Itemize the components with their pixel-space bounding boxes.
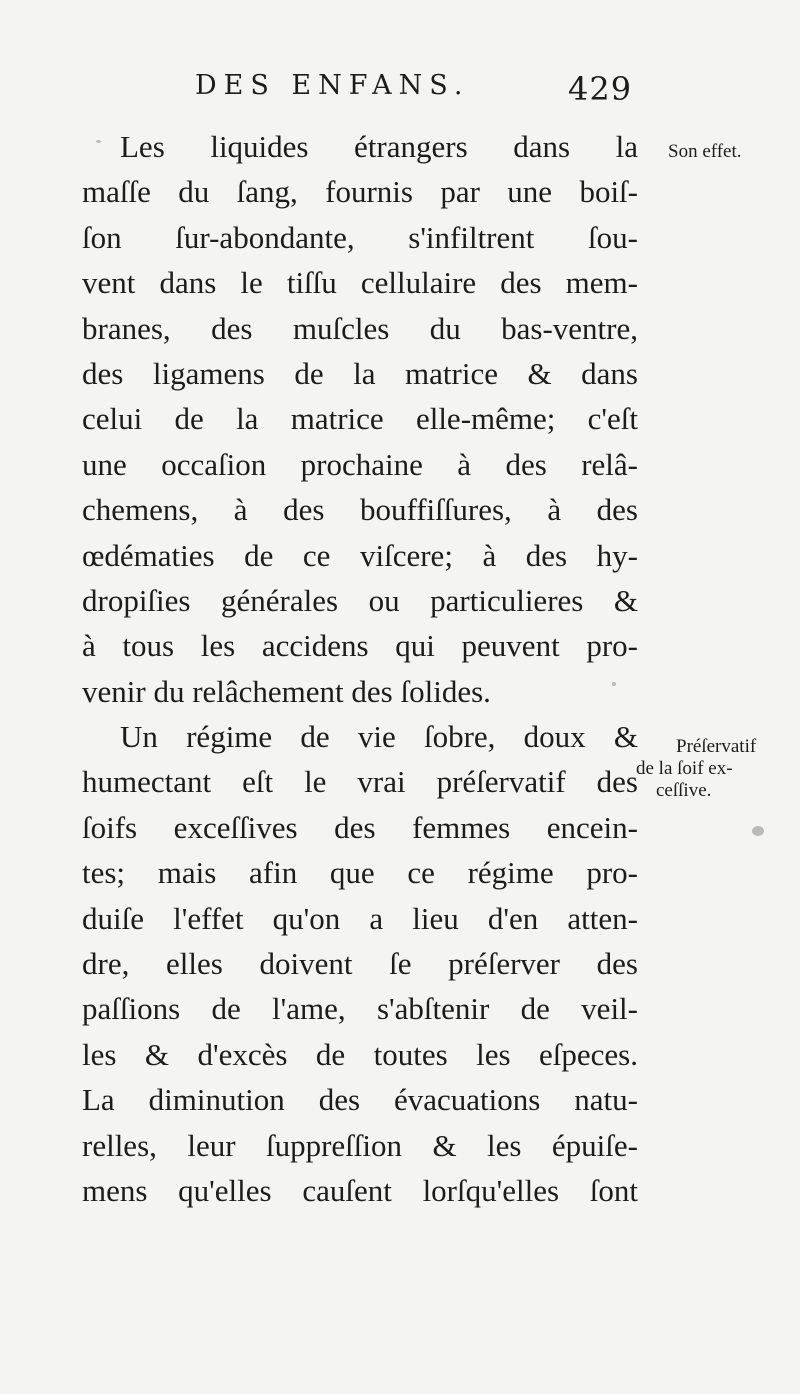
margin-note-line: de la ſoif ex- — [636, 758, 733, 779]
text-line: branes, des muſcles du bas-ventre, — [82, 310, 638, 346]
paragraph-2 — [82, 714, 638, 1213]
text-line: Un régime de vie ſobre, doux & — [120, 719, 638, 755]
text-line: celui de la matrice elle-même; c'eſt — [82, 401, 638, 437]
text-line: maſſe du ſang, fournis par une boiſ- — [82, 174, 638, 210]
text-line: La diminution des évacuations natu- — [82, 1082, 638, 1118]
text-line: des ligamens de la matrice & dans — [82, 355, 638, 391]
text-line: duiſe l'effet qu'on a lieu d'en atten- — [82, 900, 638, 936]
text-line: les & d'excès de toutes les eſpeces. — [82, 1036, 638, 1072]
main-text — [82, 124, 638, 1213]
text-line: dropiſies générales ou particulieres & — [82, 582, 638, 618]
running-head: DES ENFANS. — [195, 70, 470, 101]
text-line: venir du relâchement des ſolides. — [82, 673, 491, 709]
text-line: mens qu'elles cauſent lorſqu'elles ſont — [82, 1172, 638, 1208]
text-line: dre, elles doivent ſe préſerver des — [82, 946, 638, 982]
text-line: vent dans le tiſſu cellulaire des mem- — [82, 265, 638, 301]
paper-speck — [752, 826, 764, 836]
paper-speck — [612, 682, 616, 686]
text-line: ſon ſur-abondante, s'infiltrent ſou- — [82, 219, 638, 255]
paragraph-1 — [82, 124, 638, 714]
margin-note-line: ceſſive. — [656, 780, 712, 801]
margin-note-effect: Son effet. — [668, 141, 742, 162]
text-line: une occaſion prochaine à des relâ- — [82, 446, 638, 482]
text-line: Les liquides étrangers dans la — [120, 129, 638, 164]
text-line: tes; mais afin que ce régime pro- — [82, 855, 638, 891]
page-number: 429 — [568, 70, 633, 108]
paper-speck — [96, 140, 101, 143]
text-line: chemens, à des bouffiſſures, à des — [82, 492, 638, 528]
text-line: à tous les accidens qui peuvent pro- — [82, 628, 638, 664]
margin-note-line: Préſervatif — [676, 736, 757, 757]
text-line: œdématies de ce viſcere; à des hy- — [82, 537, 638, 573]
margin-note-preservative — [636, 736, 756, 802]
text-line: ſoifs exceſſives des femmes encein- — [82, 809, 638, 845]
text-line: humectant eſt le vrai préſervatif des — [82, 764, 638, 800]
text-line: paſſions de l'ame, s'abſtenir de veil- — [82, 991, 638, 1027]
text-line: relles, leur ſuppreſſion & les épuiſe- — [82, 1127, 638, 1163]
